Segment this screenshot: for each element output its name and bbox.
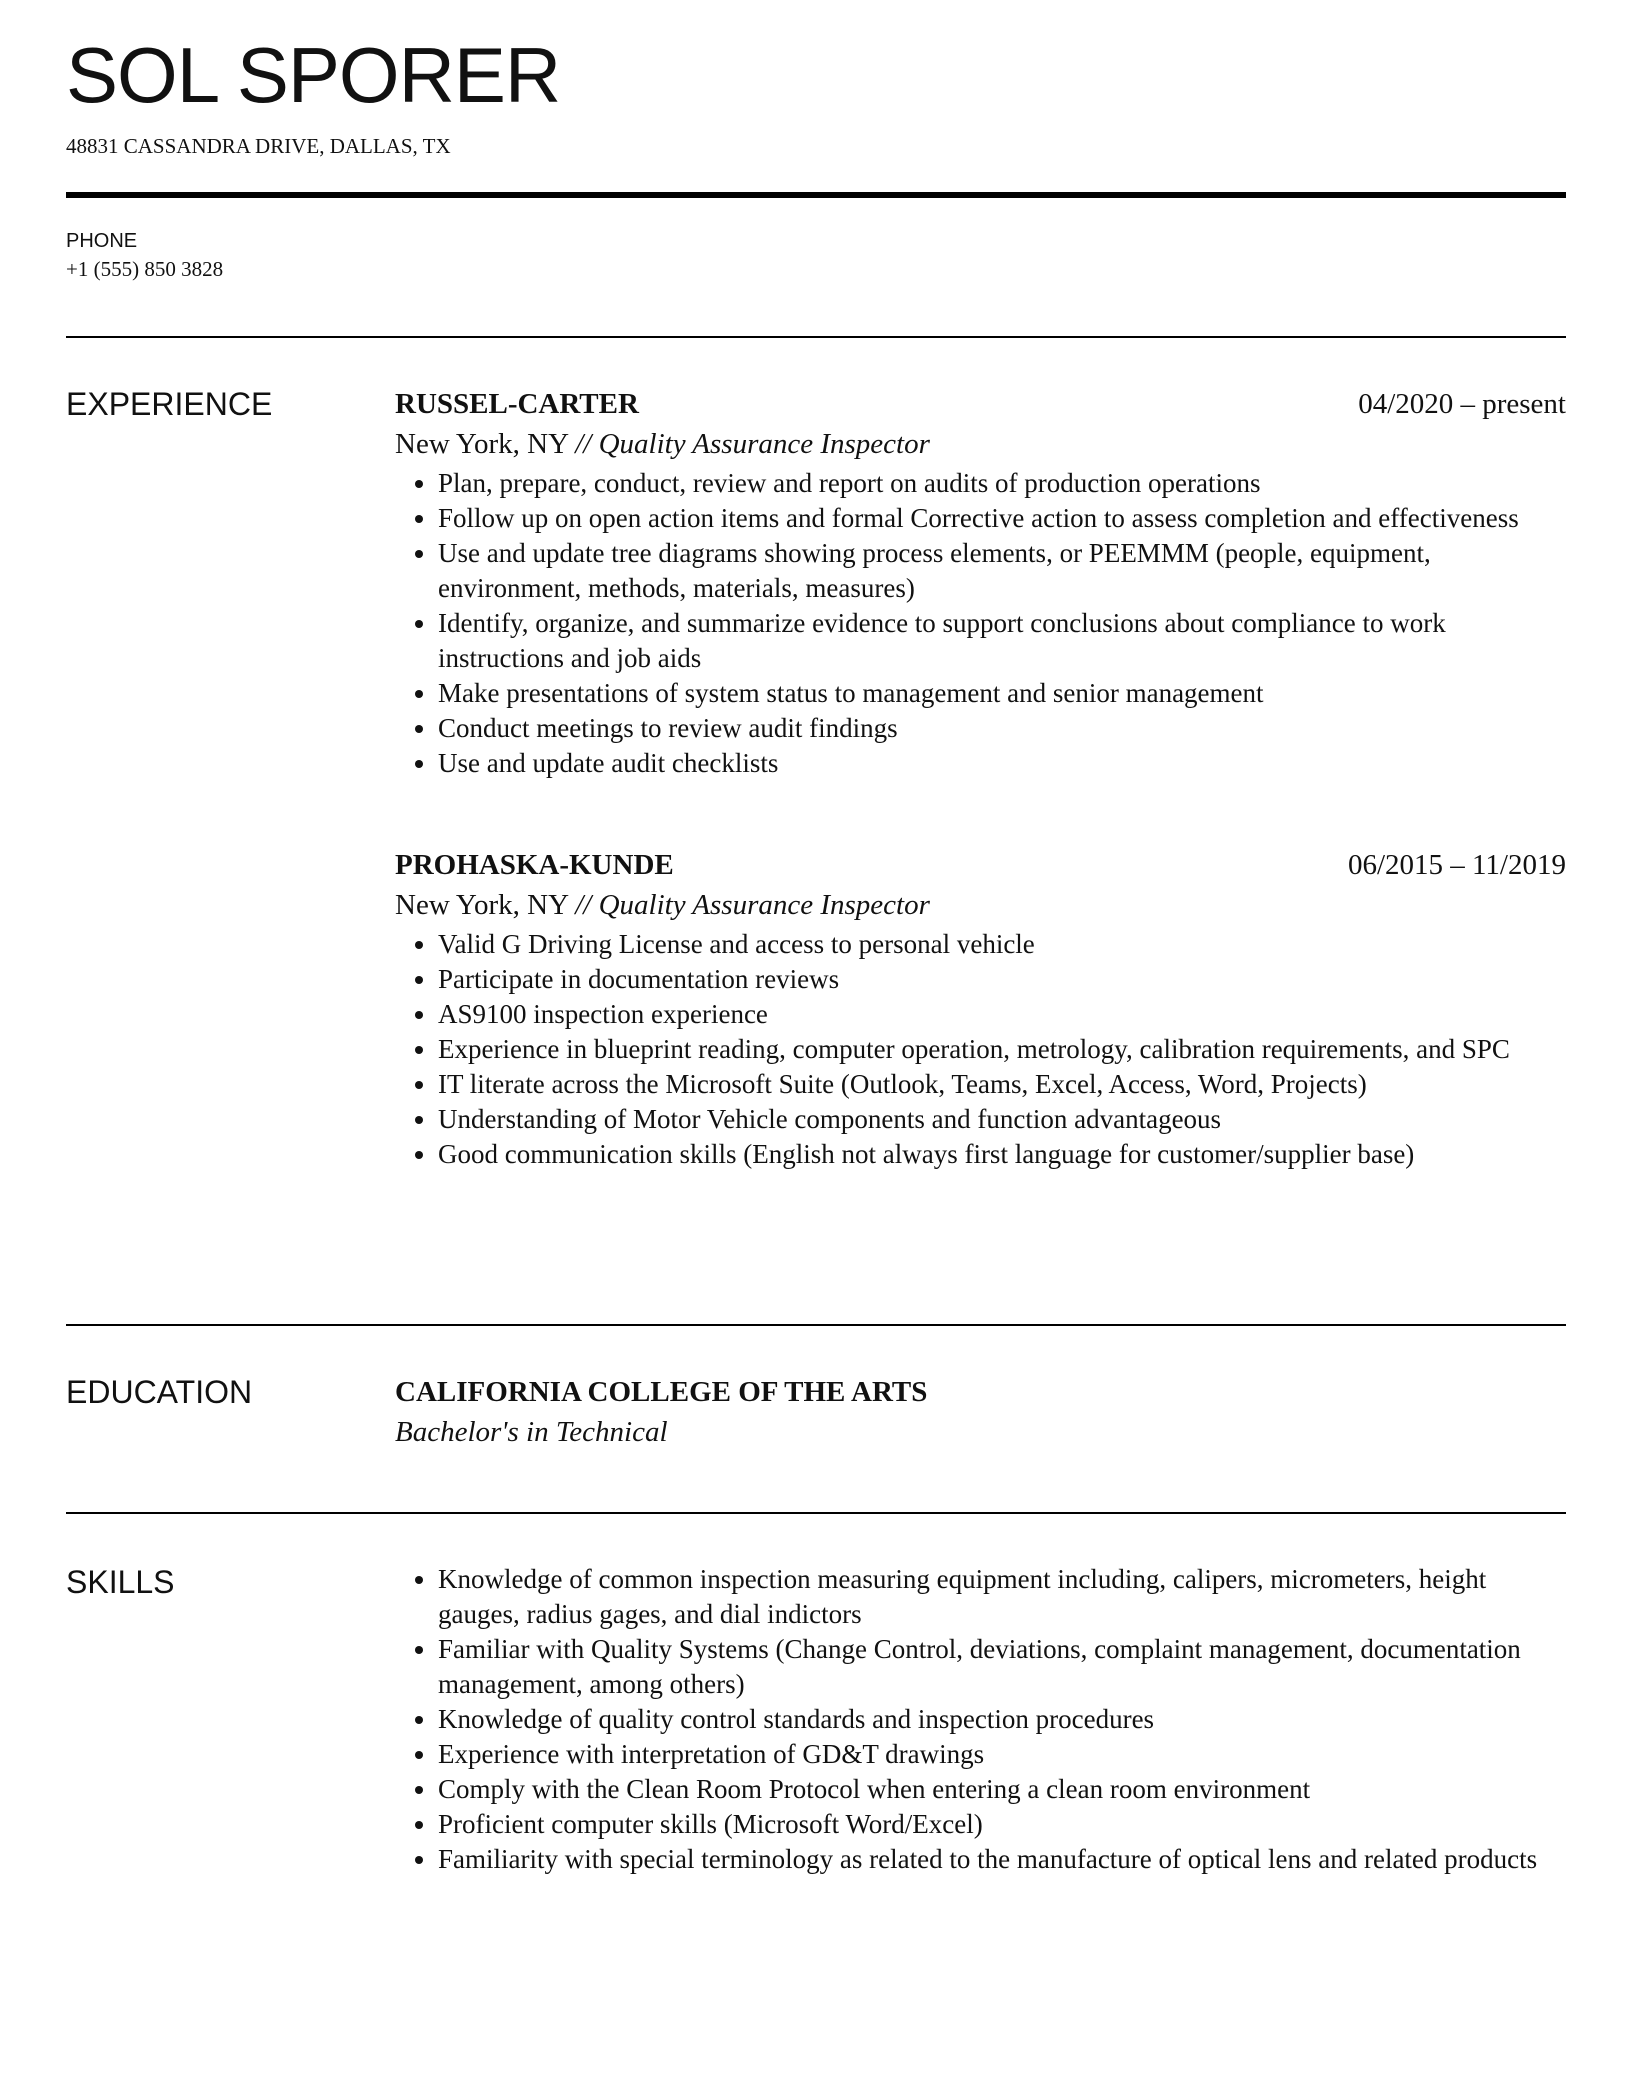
list-item: • Familiar with Quality Systems (Change Control, deviations, complaint management, documentation management, among others) [438, 1632, 1566, 1702]
list-item: • Understanding of Motor Vehicle components and function advantageous [438, 1102, 1566, 1137]
list-item: • Comply with the Clean Room Protocol when entering a clean room environment [438, 1772, 1566, 1807]
resume-page [66, 30, 1566, 1877]
skills-body [395, 1562, 1566, 1877]
list-item: • IT literate across the Microsoft Suite (Outlook, Teams, Excel, Access, Word, Projects) [438, 1067, 1566, 1102]
list-item: • Plan, prepare, conduct, review and report on audits of production operations [438, 466, 1566, 501]
education-body [395, 1372, 1566, 1512]
education-section [66, 1326, 1566, 1512]
list-item: • Knowledge of common inspection measuring equipment including, calipers, micrometers, height gauges, radius gages, and dial indictors [438, 1562, 1566, 1632]
degree-name: Bachelor's in Technical [395, 1416, 668, 1448]
list-item: • Identify, organize, and summarize evidence to support conclusions about compliance to work instructions and job aids [438, 606, 1566, 676]
contact-block [66, 198, 1566, 336]
experience-section [66, 338, 1566, 1324]
job-entry [395, 384, 1566, 781]
list-item: • AS9100 inspection experience [438, 997, 1566, 1032]
candidate-name: SOL SPORER [66, 31, 561, 119]
job-entry [395, 845, 1566, 1172]
skills-list [395, 1562, 1566, 1877]
phone-value: +1 (555) 850 3828 [66, 257, 224, 281]
list-item: • Experience in blueprint reading, computer operation, metrology, calibration requirements, and SPC [438, 1032, 1566, 1067]
job-separator: // [575, 889, 592, 921]
job-company: PROHASKA-KUNDE [395, 849, 674, 881]
job-separator: // [575, 428, 592, 460]
list-item: • Use and update audit checklists [438, 746, 1566, 781]
list-item: • Familiarity with special terminology as related to the manufacture of optical lens and related products [438, 1842, 1566, 1877]
job-dates: 06/2015 – 11/2019 [1347, 849, 1566, 881]
skills-section [66, 1514, 1566, 1877]
experience-body [395, 384, 1566, 1324]
list-item: • Make presentations of system status to management and senior management [438, 676, 1566, 711]
job-company: RUSSEL-CARTER [395, 388, 639, 420]
job-role: Quality Assurance Inspector [598, 428, 930, 460]
phone-label: PHONE [66, 230, 138, 252]
school-name: CALIFORNIA COLLEGE OF THE ARTS [395, 1376, 928, 1408]
job-role: Quality Assurance Inspector [598, 889, 930, 921]
job-location: New York, NY [395, 889, 568, 921]
education-heading: EDUCATION [66, 1374, 253, 1410]
list-item: • Valid G Driving License and access to personal vehicle [438, 927, 1566, 962]
job-dates: 04/2020 – present [1358, 388, 1566, 420]
list-item: • Use and update tree diagrams showing process elements, or PEEMMM (people, equipment, environment, methods, materials, measures) [438, 536, 1566, 606]
list-item: • Good communication skills (English not always first language for customer/supplier base) [438, 1137, 1566, 1172]
list-item: • Participate in documentation reviews [438, 962, 1566, 997]
list-item: • Experience with interpretation of GD&T drawings [438, 1737, 1566, 1772]
list-item: • Follow up on open action items and formal Corrective action to assess completion and effectiveness [438, 501, 1566, 536]
list-item: • Proficient computer skills (Microsoft Word/Excel) [438, 1807, 1566, 1842]
job-bullets [395, 927, 1566, 1172]
skills-heading: SKILLS [66, 1564, 175, 1600]
list-item: • Conduct meetings to review audit findings [438, 711, 1566, 746]
list-item: • Knowledge of quality control standards and inspection procedures [438, 1702, 1566, 1737]
candidate-address: 48831 CASSANDRA DRIVE, DALLAS, TX [66, 134, 451, 158]
experience-heading: EXPERIENCE [66, 386, 273, 422]
job-bullets [395, 466, 1566, 781]
job-location: New York, NY [395, 428, 568, 460]
